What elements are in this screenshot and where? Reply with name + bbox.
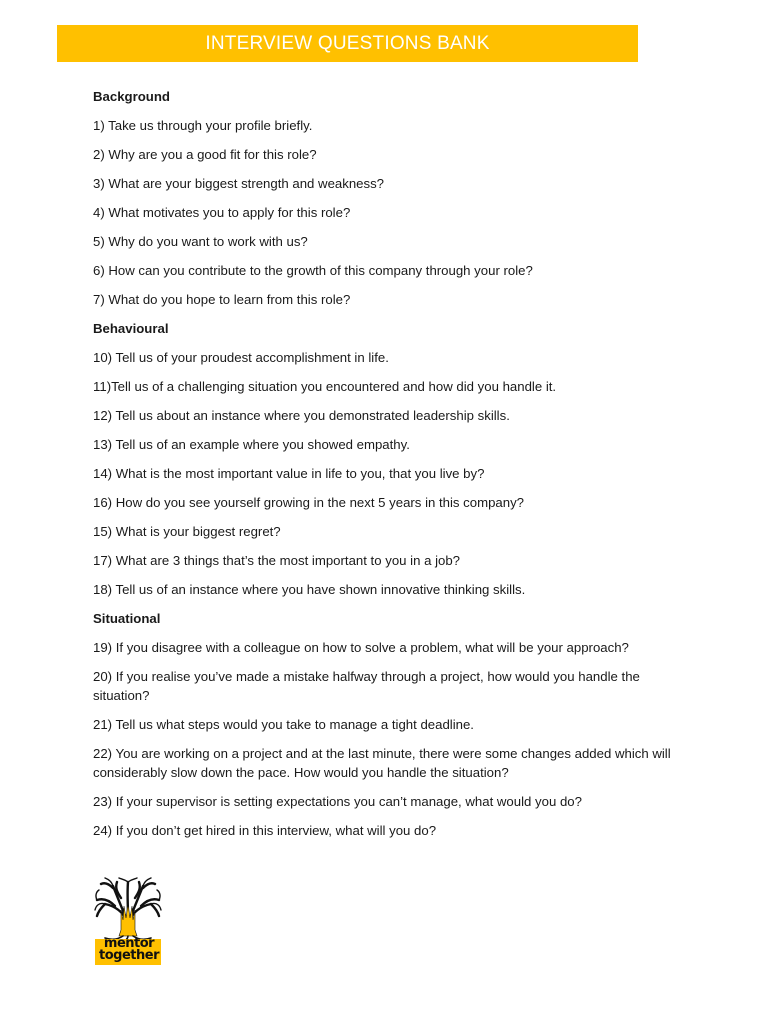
question-item: 21) Tell us what steps would you take to manage a tight deadline. xyxy=(93,717,474,732)
question-item: 18) Tell us of an instance where you have shown innovative thinking skills. xyxy=(93,582,526,597)
question-item: 6) How can you contribute to the growth of this company through your role? xyxy=(93,263,533,278)
section-heading-situational: Situational xyxy=(93,611,161,626)
question-item: 20) If you realise you’ve made a mistake halfway through a project, how would you handle the situation? xyxy=(93,669,640,703)
section-heading-background: Background xyxy=(93,89,170,104)
question-item: 15) What is your biggest regret? xyxy=(93,524,281,539)
question-item: 5) Why do you want to work with us? xyxy=(93,234,308,249)
question-item: 16) How do you see yourself growing in the next 5 years in this company? xyxy=(93,495,525,510)
logo-text xyxy=(97,938,161,962)
question-item: 24) If you don’t get hired in this interview, what will you do? xyxy=(93,823,437,838)
logo-text-line1: mentor xyxy=(103,936,155,951)
question-item: 19) If you disagree with a colleague on how to solve a problem, what will be your approach? xyxy=(93,640,629,655)
question-item: 3) What are your biggest strength and weakness? xyxy=(93,176,385,191)
logo-text-line2: together xyxy=(99,948,159,963)
document-title-banner xyxy=(57,25,638,62)
question-item: 14) What is the most important value in life to you, that you live by? xyxy=(93,466,485,481)
question-item: 1) Take us through your profile briefly. xyxy=(93,118,313,133)
section-heading-behavioural: Behavioural xyxy=(93,321,169,336)
question-item: 23) If your supervisor is setting expectations you can’t manage, what would you do? xyxy=(93,794,582,809)
question-item: 12) Tell us about an instance where you demonstrated leadership skills. xyxy=(93,408,510,423)
document-title: INTERVIEW QUESTIONS BANK xyxy=(205,33,490,54)
question-item: 11)Tell us of a challenging situation you encountered and how did you handle it. xyxy=(93,379,557,394)
question-list xyxy=(93,87,693,850)
question-item: 2) Why are you a good fit for this role? xyxy=(93,147,317,162)
mentor-together-logo xyxy=(93,876,163,966)
question-item: 10) Tell us of your proudest accomplishment in life. xyxy=(93,350,389,365)
question-item: 22) You are working on a project and at the last minute, there were some changes added which will considerably slow down the pace. How would you handle the situation? xyxy=(93,746,671,780)
question-item: 4) What motivates you to apply for this role? xyxy=(93,205,351,220)
question-item: 13) Tell us of an example where you showed empathy. xyxy=(93,437,410,452)
question-item: 17) What are 3 things that’s the most important to you in a job? xyxy=(93,553,461,568)
question-item: 7) What do you hope to learn from this role? xyxy=(93,292,351,307)
